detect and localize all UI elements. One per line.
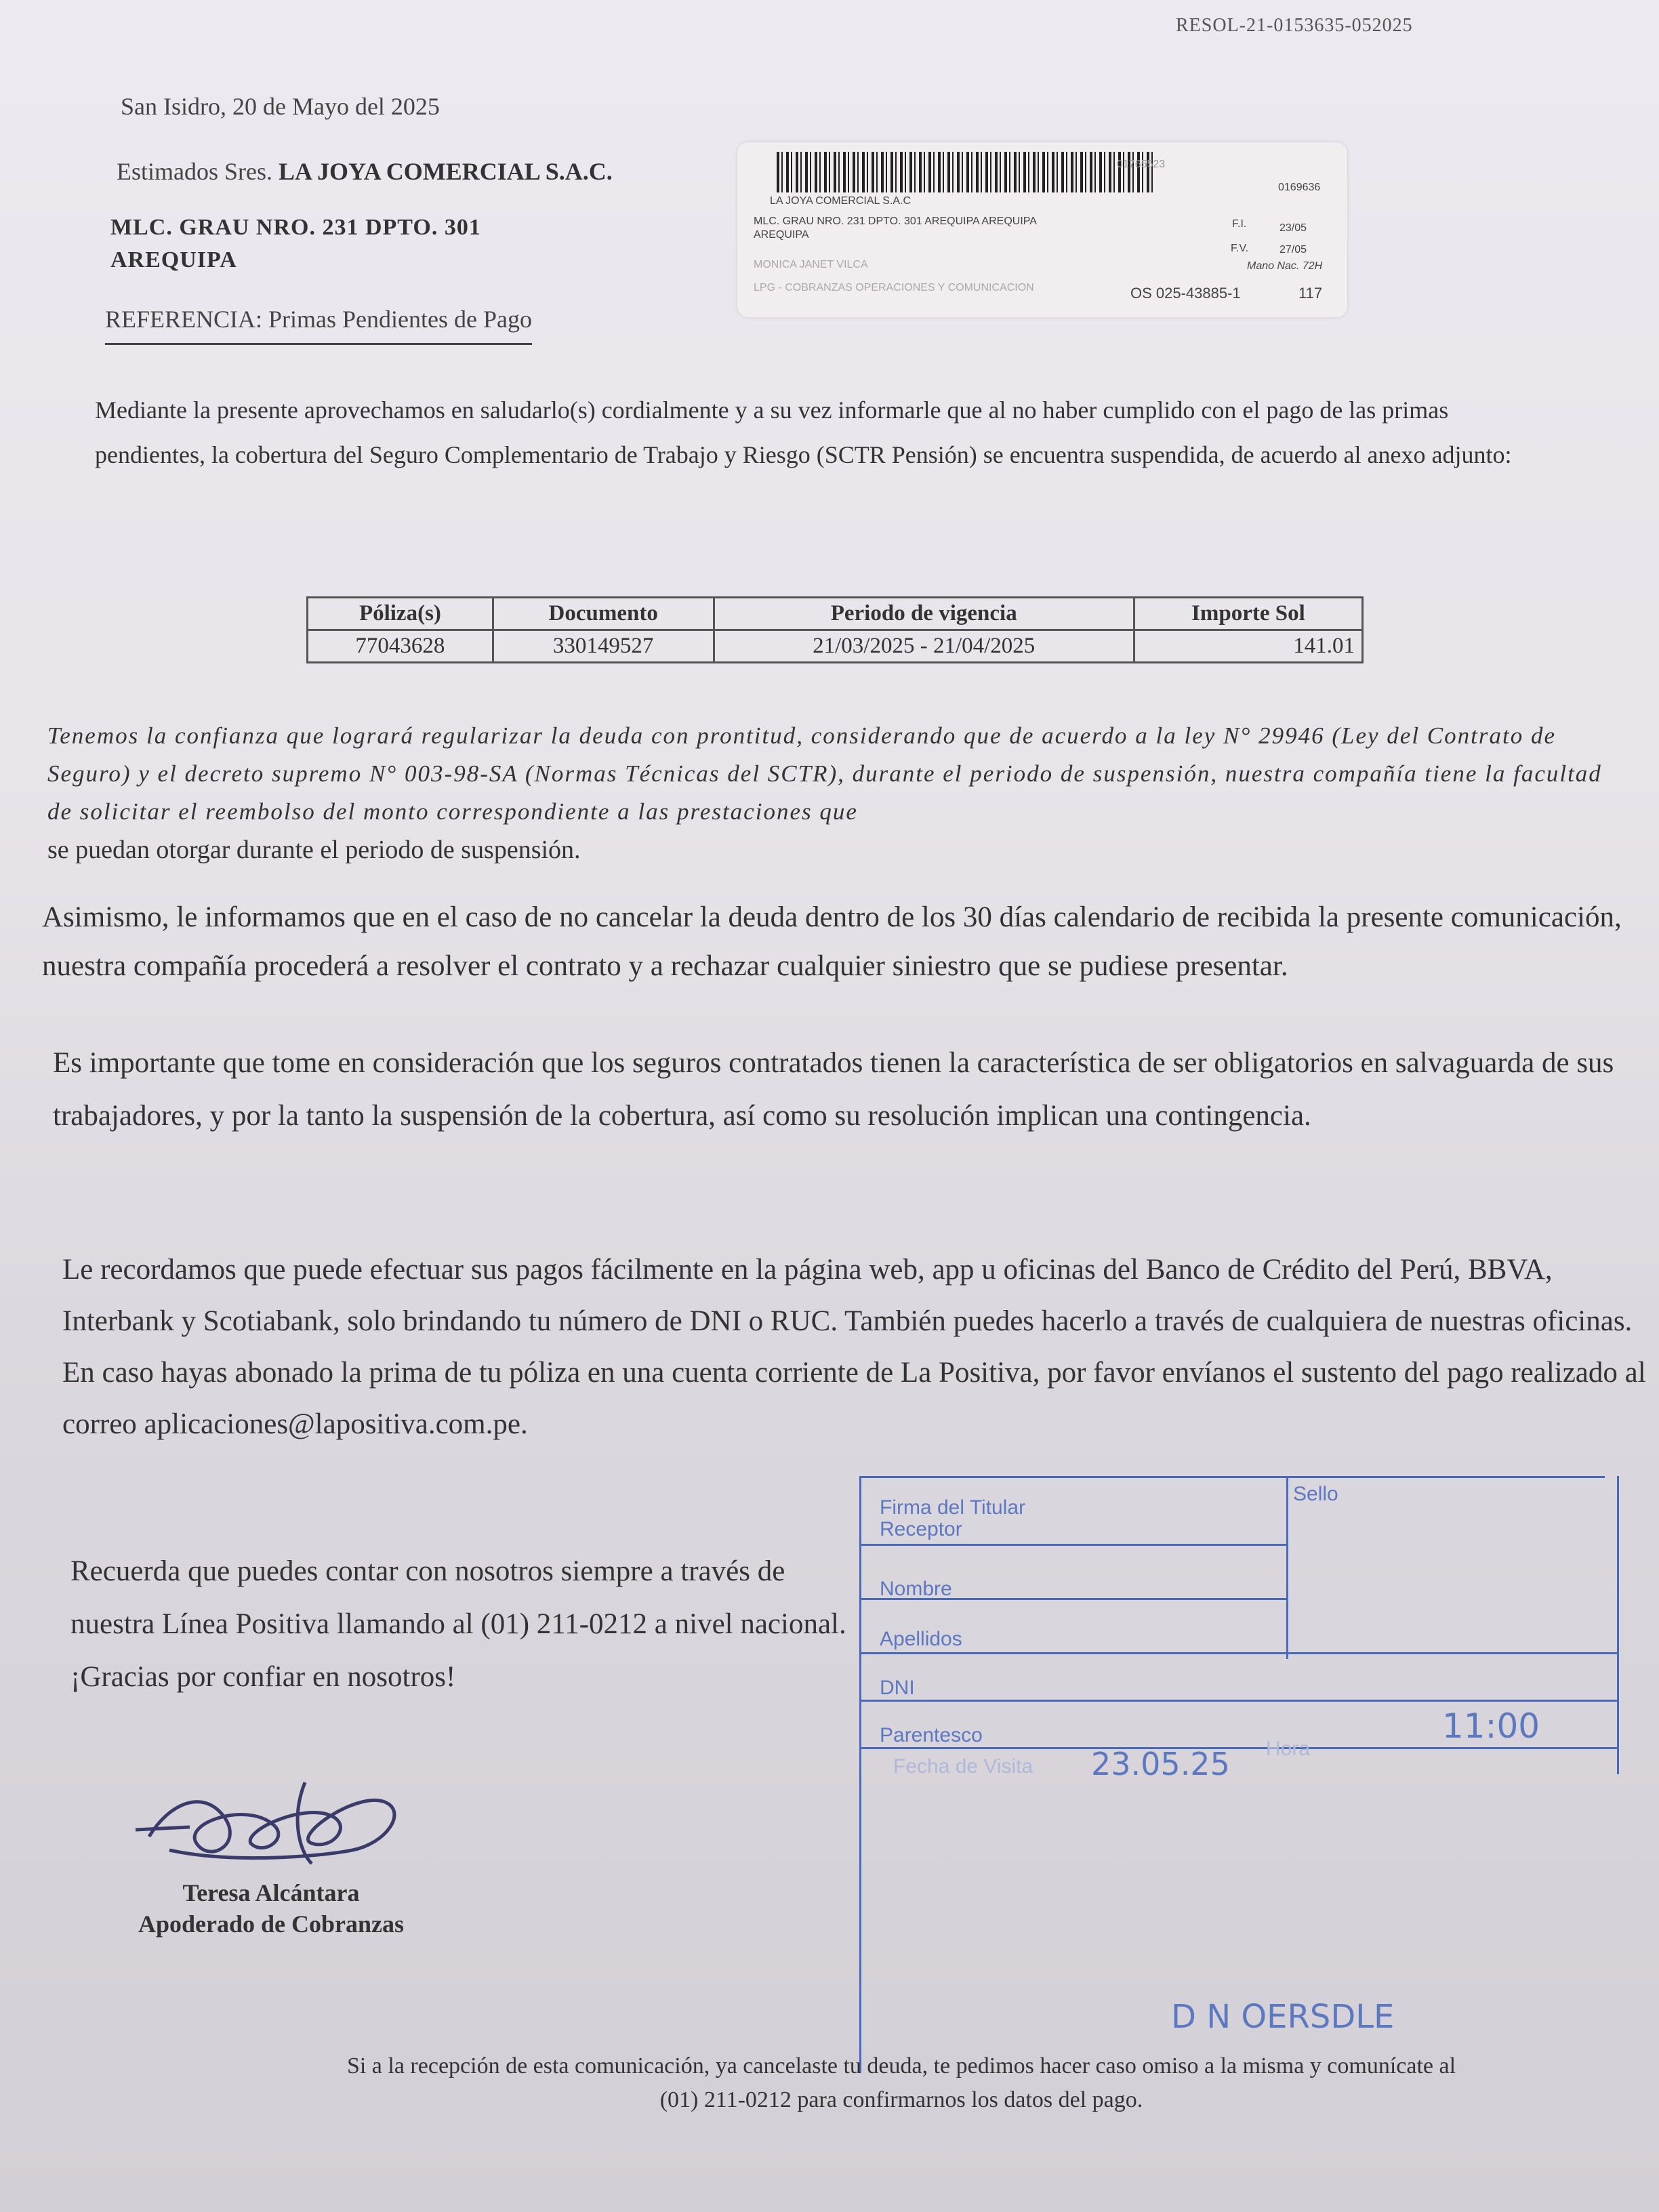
address-line-1: MLC. GRAU NRO. 231 DPTO. 301: [110, 215, 481, 240]
label-city: AREQUIPA: [754, 229, 809, 241]
contact-paragraph: Recuerda que puedes contar con nosotros siempre a través de nuestra Línea Positiva llamando al (01) 211-0212 a nivel nacional. ¡Gracias por confiar en nosotros!: [70, 1555, 846, 1693]
table-cell: 330149527: [493, 630, 714, 663]
label-os: OS 025-43885-1: [1130, 285, 1241, 302]
address-block: [110, 211, 481, 276]
footer-line-2: (01) 211-0212 para confirmarnos los datos del pago.: [659, 2087, 1143, 2112]
resolution-code: RESOL-21-0153635-052025: [1176, 15, 1413, 36]
stamp-fecha-label: Fecha de Visita: [893, 1755, 1033, 1778]
handwritten-note: D N OERSDLE: [1171, 1998, 1395, 2036]
table-header-row: [308, 598, 1363, 630]
label-hours: Mano Nac. 72H: [1247, 260, 1323, 272]
label-fi-value: 23/05: [1279, 222, 1307, 234]
stamp-receptor-label: Receptor: [880, 1518, 962, 1540]
stamp-line: [859, 1700, 1618, 1702]
signer-name: Teresa Alcántara: [182, 1879, 360, 1906]
legal-paragraph-end: se puedan otorgar durante el periodo de suspensión.: [47, 836, 581, 864]
barcode-icon: [777, 152, 1156, 192]
address-line-2: AREQUIPA: [110, 247, 237, 272]
policy-table: [306, 596, 1364, 663]
table-header: Periodo de vigencia: [714, 598, 1134, 630]
stamp-parentesco-label: Parentesco: [880, 1724, 983, 1746]
label-address: MLC. GRAU NRO. 231 DPTO. 301 AREQUIPA AREQUIPA: [754, 216, 1037, 227]
label-code-right: 0169636: [1278, 182, 1321, 193]
stamp-border: [1617, 1476, 1619, 1774]
label-contact: MONICA JANET VILCA: [754, 259, 868, 270]
stamp-apellidos-label: Apellidos: [880, 1628, 962, 1650]
label-fv: F.V.: [1231, 243, 1249, 254]
stamp-line: [859, 1544, 1286, 1546]
table-header: Documento: [493, 598, 714, 630]
stamp-dni-label: DNI: [880, 1677, 915, 1699]
signer-block: [108, 1877, 434, 1940]
deadline-paragraph: Asimismo, le informamos que en el caso de no cancelar la deuda dentro de los 30 días calendario de recibida la presente comunicación, nuestra compañía procederá a resolver el contrato y a rechazar cualquier siniestro que se pudiese presentar.: [42, 901, 1622, 982]
stamp-line: [859, 1747, 1618, 1749]
table-header: Importe Sol: [1134, 598, 1362, 630]
importance-paragraph: Es importante que tome en consideración que los seguros contratados tienen la característica de ser obligatorios en salvaguarda de sus trabajadores, y por la tanto la suspensión de la cobertura, así como su resolución implican una contingencia.: [53, 1047, 1614, 1132]
stamp-border: [859, 1476, 1605, 1478]
stamp-nombre-label: Nombre: [880, 1578, 952, 1600]
stamp-divider: [1286, 1476, 1288, 1659]
table-row: [308, 630, 1363, 663]
label-fv-value: 27/05: [1279, 244, 1307, 255]
greeting: [117, 157, 613, 186]
table-cell: 77043628: [308, 630, 493, 663]
label-fi: F.I.: [1232, 218, 1247, 230]
stamp-hora-label: Hora: [1266, 1738, 1311, 1760]
stamp-sello-label: Sello: [1293, 1483, 1338, 1505]
legal-paragraph-text: Tenemos la confianza que logrará regularizar la deuda con prontitud, considerando que de acuerdo a la ley N° 29946 (Ley del Contrato de Seguro) y el decreto supremo N° 003-98-SA (Normas Técnicas del SCTR), durante el periodo de suspensión, nuestra compañía tiene la facultad de solicitar el reembolso del monto correspondiente a las prestaciones que: [47, 722, 1602, 825]
label-dept: LPG - COBRANZAS OPERACIONES Y COMUNICACION: [754, 282, 1034, 293]
label-os-number: 117: [1298, 285, 1323, 302]
table-cell: 21/03/2025 - 21/04/2025: [714, 630, 1134, 663]
label-code-top: 01765523: [1117, 159, 1166, 170]
payment-paragraph: Le recordamos que puede efectuar sus pagos fácilmente en la página web, app u oficinas del Banco de Crédito del Perú, BBVA, Interbank y Scotiabank, solo brindando tu número de DNI o RUC. También puedes hacerlo a través de cualquiera de nuestras oficinas. En caso hayas abonado la prima de tu póliza en una cuenta corriente de La Positiva, por favor envíanos el sustento del pago realizado al correo aplicaciones@lapositiva.com.pe.: [62, 1254, 1646, 1440]
company-name: LA JOYA COMERCIAL S.A.C.: [279, 158, 613, 185]
intro-paragraph: Mediante la presente aprovechamos en saludarlo(s) cordialmente y a su vez informarle que al no haber cumplido con el pago de las primas pendientes, la cobertura del Seguro Complementario de Trabajo y Riesgo (SCTR Pensión) se encuentra suspendida, de acuerdo al anexo adjunto:: [95, 396, 1512, 468]
table-header: Póliza(s): [308, 598, 493, 630]
stamp-line: [859, 1652, 1618, 1654]
signer-title: Apoderado de Cobranzas: [138, 1910, 405, 1938]
stamp-border: [859, 1476, 861, 2072]
signature-icon: [129, 1762, 427, 1884]
stamp-firma-label: Firma del Titular: [880, 1496, 1026, 1519]
footer-line-1: Si a la recepción de esta comunicación, ya cancelaste tu deuda, te pedimos hacer caso omiso a la misma y comunícate al: [346, 2053, 1456, 2078]
place-date: San Isidro, 20 de Mayo del 2025: [121, 93, 440, 120]
subject-reference: REFERENCIA: Primas Pendientes de Pago: [105, 305, 532, 345]
handwritten-date: 23.05.25: [1091, 1746, 1230, 1782]
footer-note: [258, 2049, 1545, 2117]
greeting-prefix: Estimados Sres.: [117, 158, 272, 185]
legal-paragraph: [47, 717, 1633, 869]
reception-stamp: [853, 1476, 1625, 2072]
table-cell: 141.01: [1134, 630, 1362, 663]
handwritten-time: 11:00: [1442, 1706, 1540, 1746]
shipping-label: [737, 142, 1347, 317]
label-company: LA JOYA COMERCIAL S.A.C: [770, 195, 912, 207]
